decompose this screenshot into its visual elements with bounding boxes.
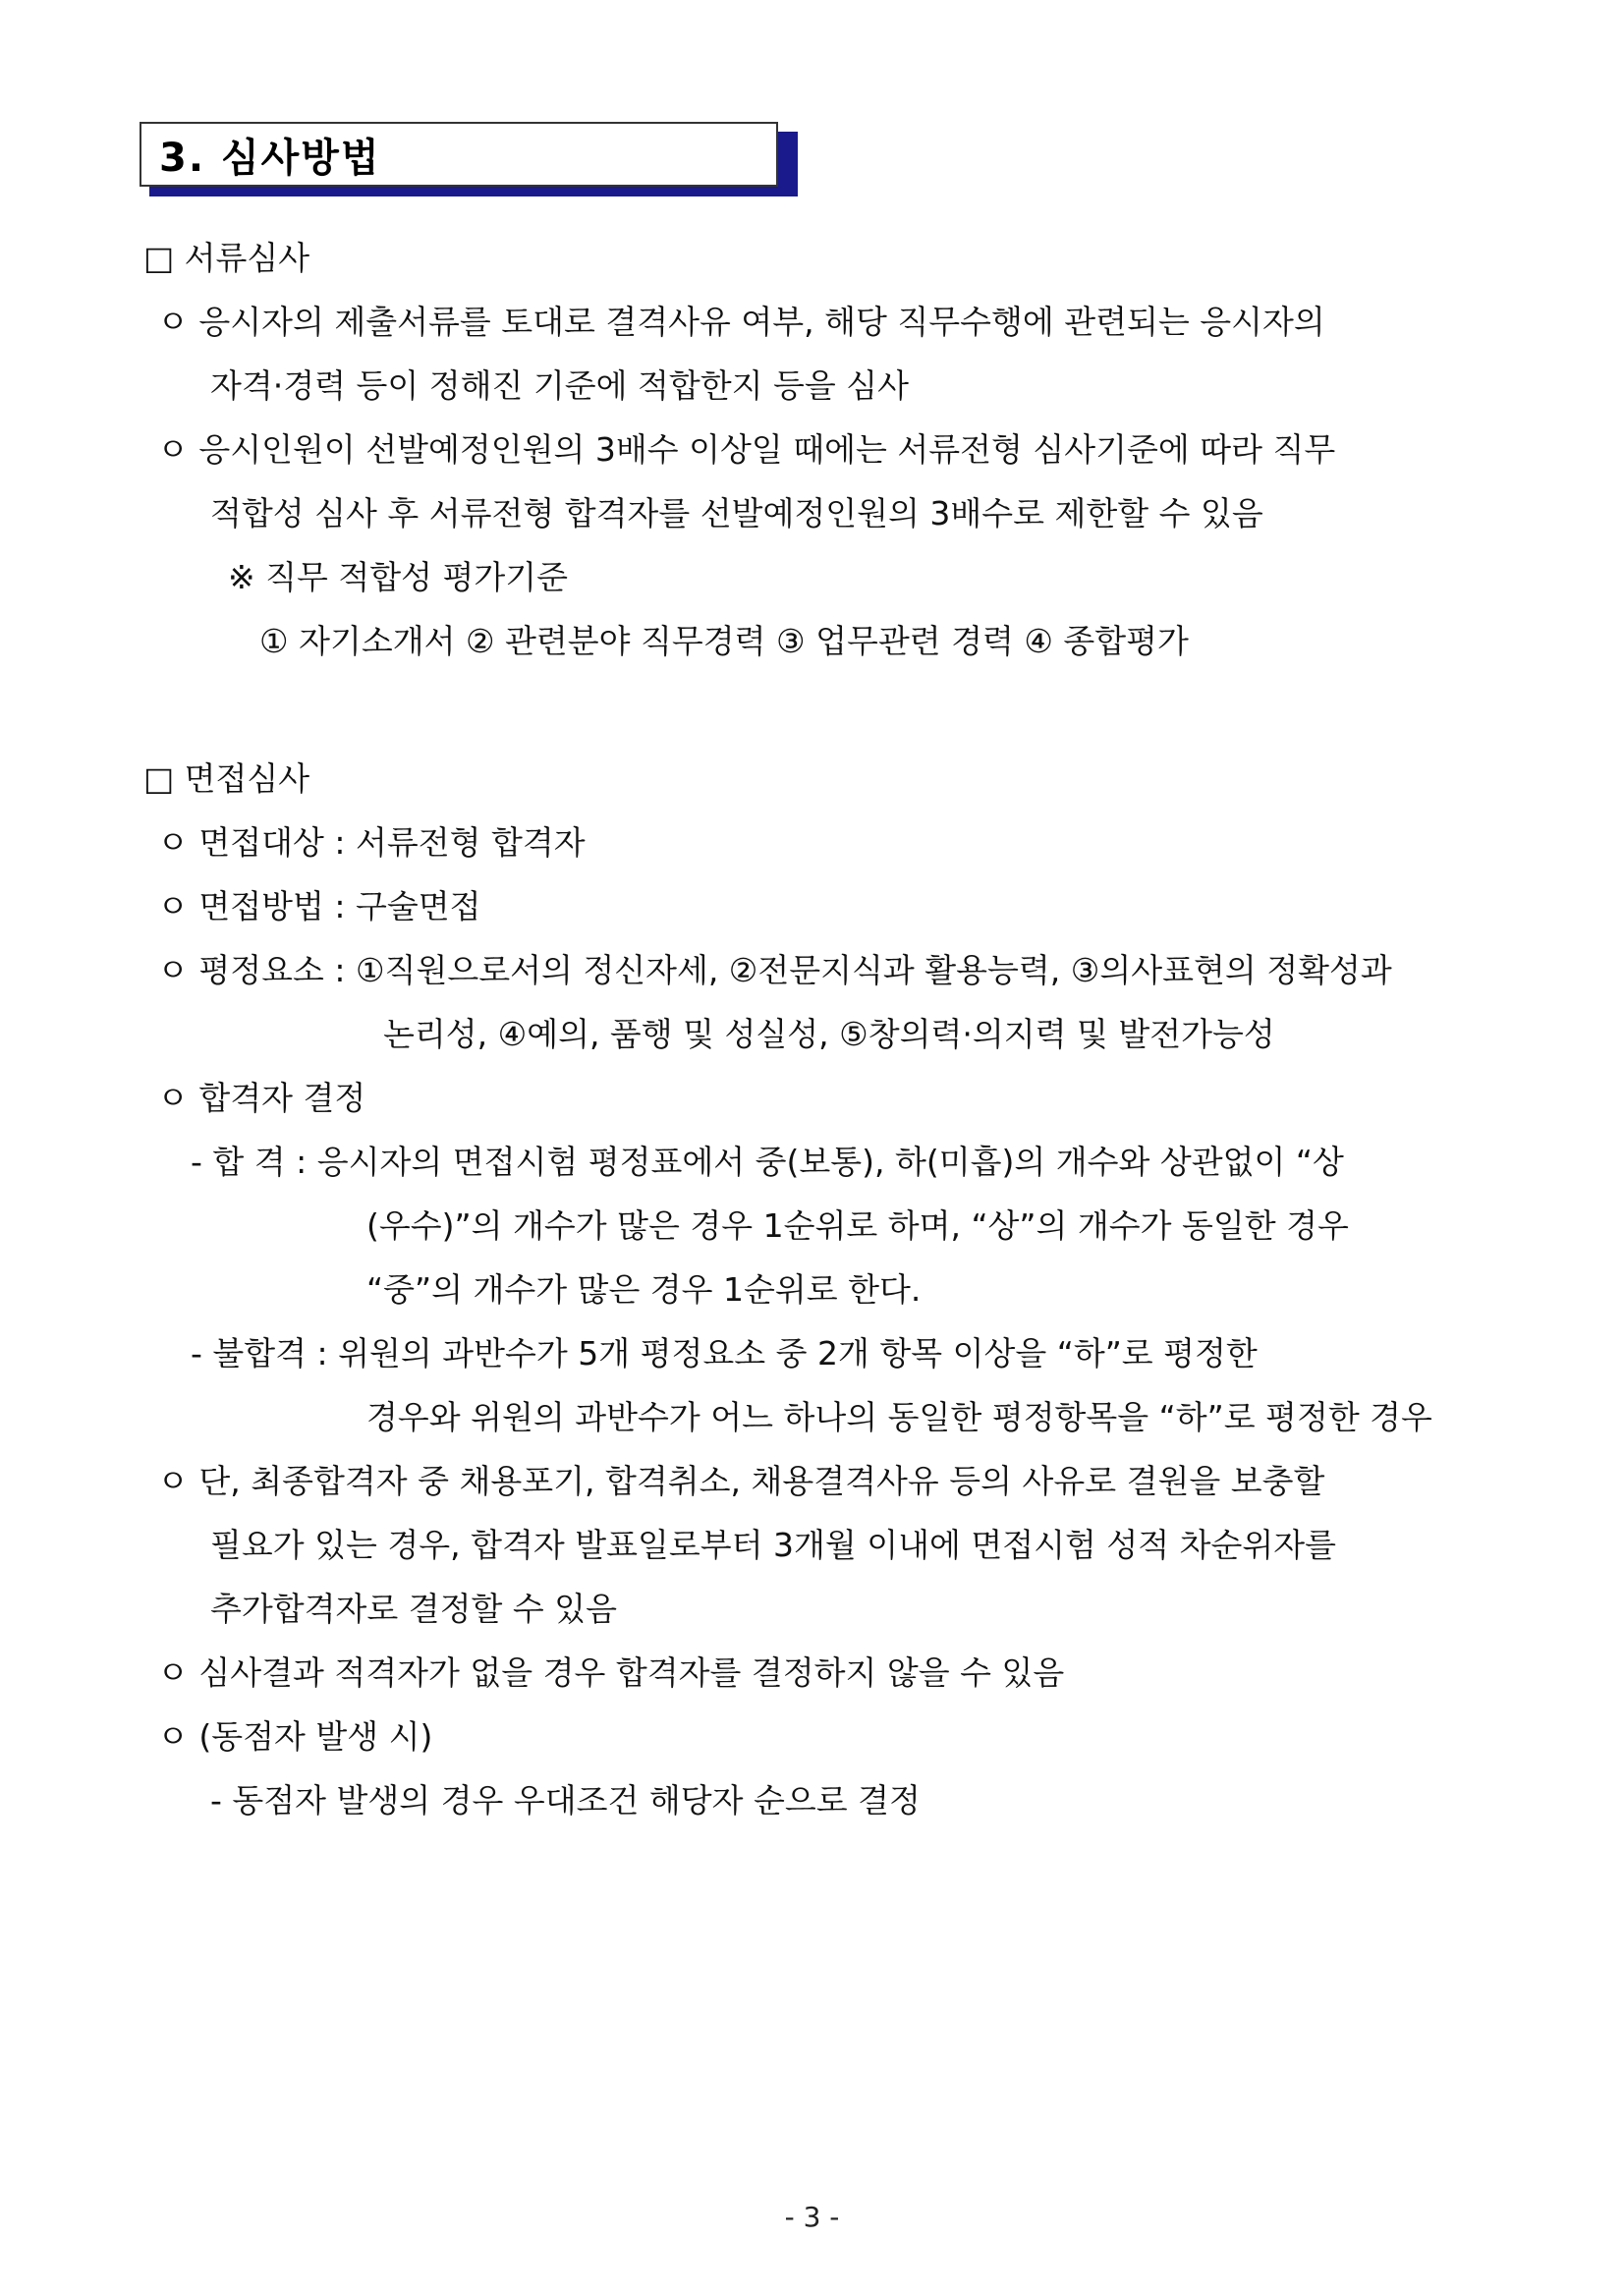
- additional-pass-item: ㅇ 단, 최종합격자 중 채용포기, 합격취소, 채용결격사유 등의 사유로 결원을 보충할: [157, 1462, 1325, 1500]
- pass-rule-cont-2: “중”의 개수가 많은 경우 1순위로 한다.: [366, 1270, 922, 1309]
- pass-rule-cont-1: (우수)”의 개수가 많은 경우 1순위로 하며, “상”의 개수가 동일한 경우: [366, 1206, 1349, 1245]
- doc-review-item-2-cont: 적합성 심사 후 서류전형 합격자를 선발예정인원의 3배수로 제한할 수 있음: [210, 494, 1263, 532]
- doc-review-item-1-cont: 자격·경력 등이 정해진 기준에 적합한지 등을 심사: [210, 366, 909, 405]
- section-title-box: [140, 122, 778, 187]
- interview-method: ㅇ 면접방법 : 구술면접: [157, 887, 481, 925]
- doc-review-item-1: ㅇ 응시자의 제출서류를 토대로 결격사유 여부, 해당 직무수행에 관련되는 응시자의: [157, 303, 1325, 341]
- doc-review-item-2: ㅇ 응시인원이 선발예정인원의 3배수 이상일 때에는 서류전형 심사기준에 따라 직무: [157, 430, 1336, 469]
- tie-rule: - 동점자 발생의 경우 우대조건 해당자 순으로 결정: [210, 1781, 921, 1820]
- evaluation-factors: ㅇ 평정요소 : ①직원으로서의 정신자세, ②전문지식과 활용능력, ③의사표현의 정확성과: [157, 951, 1392, 989]
- additional-pass-item-cont-1: 필요가 있는 경우, 합격자 발표일로부터 3개월 이내에 면접시험 성적 차순위자를: [210, 1526, 1336, 1564]
- evaluation-factors-cont: 논리성, ④예의, 품행 및 성실성, ⑤창의력·의지력 및 발전가능성: [383, 1015, 1275, 1053]
- pass-rule: - 합 격 : 응시자의 면접시험 평정표에서 중(보통), 하(미흡)의 개수와 상관없이 “상: [191, 1143, 1344, 1181]
- fail-rule: - 불합격 : 위원의 과반수가 5개 평정요소 중 2개 항목 이상을 “하”로 평정한: [191, 1334, 1258, 1372]
- heading-interview-review: □ 면접심사: [143, 759, 310, 798]
- criteria-note: ※ 직무 적합성 평가기준: [228, 558, 569, 596]
- additional-pass-item-cont-2: 추가합격자로 결정할 수 있음: [210, 1590, 618, 1628]
- pass-decision-heading: ㅇ 합격자 결정: [157, 1079, 366, 1117]
- no-qualified-item: ㅇ 심사결과 적격자가 없을 경우 합격자를 결정하지 않을 수 있음: [157, 1653, 1065, 1692]
- heading-document-review: □ 서류심사: [143, 239, 310, 277]
- interview-target: ㅇ 면접대상 : 서류전형 합격자: [157, 823, 586, 862]
- criteria-list: ① 자기소개서 ② 관련분야 직무경력 ③ 업무관련 경력 ④ 종합평가: [259, 622, 1189, 660]
- page-number: - 3 -: [784, 2201, 840, 2233]
- section-title: 3. 심사방법: [159, 135, 381, 181]
- tie-heading: ㅇ (동점자 발생 시): [157, 1717, 433, 1756]
- fail-rule-cont: 경우와 위원의 과반수가 어느 하나의 동일한 평정항목을 “하”로 평정한 경우: [366, 1398, 1432, 1436]
